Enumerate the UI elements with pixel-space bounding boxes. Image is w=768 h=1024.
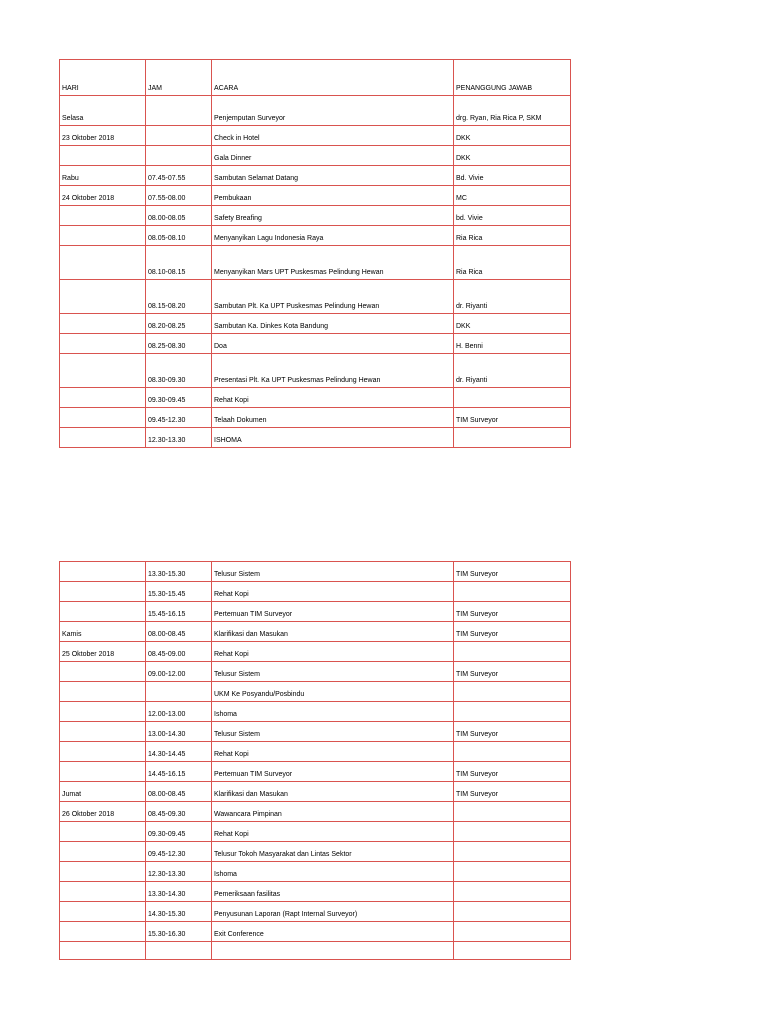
time-cell: 08.20-08.25	[146, 314, 212, 334]
time-cell: 13.30-15.30	[146, 562, 212, 582]
event-cell: Sambutan Ka. Dinkes Kota Bandung	[212, 314, 454, 334]
event-cell: Penyusunan Laporan (Rapt Internal Surveyor)	[212, 902, 454, 922]
event-cell: Check in Hotel	[212, 126, 454, 146]
table-row	[60, 602, 571, 622]
schedule-table-2	[59, 561, 571, 960]
table-row	[60, 882, 571, 902]
day-cell	[60, 902, 146, 922]
responsible-cell	[454, 862, 571, 882]
time-cell: 08.25-08.30	[146, 334, 212, 354]
day-cell	[60, 942, 146, 960]
time-cell: 09.30-09.45	[146, 388, 212, 408]
responsible-cell	[454, 742, 571, 762]
event-cell: Rehat Kopi	[212, 742, 454, 762]
event-cell: Menyanyikan Mars UPT Puskesmas Pelindung Hewan	[212, 246, 454, 280]
event-cell: Menyanyikan Lagu Indonesia Raya	[212, 226, 454, 246]
time-cell: 07.45-07.55	[146, 166, 212, 186]
time-cell: 15.45-16.15	[146, 602, 212, 622]
responsible-cell: TIM Surveyor	[454, 662, 571, 682]
responsible-cell: DKK	[454, 146, 571, 166]
time-cell: 08.15-08.20	[146, 280, 212, 314]
responsible-cell: Bd. Vivie	[454, 166, 571, 186]
time-cell: 13.00-14.30	[146, 722, 212, 742]
table-row	[60, 682, 571, 702]
event-cell: ACARA	[212, 60, 454, 96]
time-cell: 14.30-15.30	[146, 902, 212, 922]
day-cell	[60, 842, 146, 862]
day-cell: Selasa	[60, 96, 146, 126]
responsible-cell	[454, 902, 571, 922]
day-cell	[60, 334, 146, 354]
table-row	[60, 922, 571, 942]
event-cell: Ishoma	[212, 862, 454, 882]
responsible-cell: TIM Surveyor	[454, 762, 571, 782]
responsible-cell	[454, 882, 571, 902]
table-row	[60, 702, 571, 722]
table-row	[60, 762, 571, 782]
time-cell: 08.05-08.10	[146, 226, 212, 246]
table-row	[60, 388, 571, 408]
time-cell: 08.10-08.15	[146, 246, 212, 280]
event-cell: Klarifikasi dan Masukan	[212, 622, 454, 642]
table-row	[60, 622, 571, 642]
responsible-cell: TIM Surveyor	[454, 602, 571, 622]
event-cell: Rehat Kopi	[212, 642, 454, 662]
day-cell	[60, 226, 146, 246]
event-cell: ISHOMA	[212, 428, 454, 448]
schedule-table-1	[59, 59, 571, 448]
responsible-cell: TIM Surveyor	[454, 408, 571, 428]
responsible-cell: DKK	[454, 126, 571, 146]
time-cell: 12.30-13.30	[146, 862, 212, 882]
time-cell: 09.30-09.45	[146, 822, 212, 842]
day-cell	[60, 428, 146, 448]
event-cell: Wawancara Pimpinan	[212, 802, 454, 822]
event-cell: Penjemputan Surveyor	[212, 96, 454, 126]
day-cell	[60, 662, 146, 682]
day-cell	[60, 602, 146, 622]
event-cell: Safety Breafing	[212, 206, 454, 226]
event-cell: Telusur Tokoh Masyarakat dan Lintas Sektor	[212, 842, 454, 862]
event-cell: Telusur Sistem	[212, 662, 454, 682]
day-cell	[60, 822, 146, 842]
time-cell: 09.00-12.00	[146, 662, 212, 682]
day-cell	[60, 702, 146, 722]
table-row-empty	[60, 942, 571, 960]
day-cell	[60, 862, 146, 882]
table-row	[60, 428, 571, 448]
day-cell: Kamis	[60, 622, 146, 642]
table-row	[60, 802, 571, 822]
responsible-cell	[454, 942, 571, 960]
event-cell: Pertemuan TIM Surveyor	[212, 602, 454, 622]
day-cell: Rabu	[60, 166, 146, 186]
day-cell	[60, 206, 146, 226]
time-cell	[146, 146, 212, 166]
responsible-cell: TIM Surveyor	[454, 722, 571, 742]
responsible-cell	[454, 822, 571, 842]
responsible-cell: TIM Surveyor	[454, 562, 571, 582]
table-row	[60, 822, 571, 842]
table-row	[60, 206, 571, 226]
event-cell: Rehat Kopi	[212, 822, 454, 842]
time-cell: 08.00-08.45	[146, 782, 212, 802]
event-cell: Telusur Sistem	[212, 722, 454, 742]
event-cell: Pertemuan TIM Surveyor	[212, 762, 454, 782]
responsible-cell	[454, 682, 571, 702]
day-cell: HARI	[60, 60, 146, 96]
table-row	[60, 562, 571, 582]
time-cell: 12.00-13.00	[146, 702, 212, 722]
event-cell	[212, 942, 454, 960]
event-cell: Pembukaan	[212, 186, 454, 206]
table-row	[60, 742, 571, 762]
responsible-cell	[454, 802, 571, 822]
time-cell: 15.30-16.30	[146, 922, 212, 942]
table-row	[60, 314, 571, 334]
responsible-cell: Ria Rica	[454, 246, 571, 280]
day-cell	[60, 882, 146, 902]
time-cell: JAM	[146, 60, 212, 96]
time-cell: 09.45-12.30	[146, 408, 212, 428]
responsible-cell	[454, 922, 571, 942]
table-row	[60, 642, 571, 662]
event-cell: Telusur Sistem	[212, 562, 454, 582]
time-cell: 08.00-08.45	[146, 622, 212, 642]
event-cell: Rehat Kopi	[212, 388, 454, 408]
table-row	[60, 354, 571, 388]
time-cell	[146, 96, 212, 126]
day-cell	[60, 146, 146, 166]
day-cell	[60, 722, 146, 742]
table-row	[60, 166, 571, 186]
event-cell: Doa	[212, 334, 454, 354]
day-cell	[60, 314, 146, 334]
day-cell	[60, 408, 146, 428]
event-cell: Gala Dinner	[212, 146, 454, 166]
time-cell	[146, 942, 212, 960]
responsible-cell	[454, 642, 571, 662]
table-row	[60, 280, 571, 314]
responsible-cell: MC	[454, 186, 571, 206]
table-row	[60, 186, 571, 206]
table-row	[60, 96, 571, 126]
day-cell	[60, 922, 146, 942]
time-cell: 08.45-09.00	[146, 642, 212, 662]
responsible-cell: dr. Riyanti	[454, 354, 571, 388]
time-cell	[146, 126, 212, 146]
table-row	[60, 662, 571, 682]
table-row	[60, 126, 571, 146]
time-cell: 13.30-14.30	[146, 882, 212, 902]
responsible-cell: Ria Rica	[454, 226, 571, 246]
time-cell: 07.55-08.00	[146, 186, 212, 206]
time-cell: 08.00-08.05	[146, 206, 212, 226]
time-cell: 09.45-12.30	[146, 842, 212, 862]
responsible-cell: TIM Surveyor	[454, 622, 571, 642]
responsible-cell	[454, 388, 571, 408]
day-cell: Jumat	[60, 782, 146, 802]
responsible-cell	[454, 702, 571, 722]
responsible-cell: dr. Riyanti	[454, 280, 571, 314]
responsible-cell: DKK	[454, 314, 571, 334]
table-row	[60, 226, 571, 246]
time-cell: 12.30-13.30	[146, 428, 212, 448]
time-cell: 08.45-09.30	[146, 802, 212, 822]
time-cell	[146, 682, 212, 702]
time-cell: 08.30-09.30	[146, 354, 212, 388]
day-cell	[60, 246, 146, 280]
event-cell: Ishoma	[212, 702, 454, 722]
event-cell: UKM Ke Posyandu/Posbindu	[212, 682, 454, 702]
responsible-cell: TIM Surveyor	[454, 782, 571, 802]
event-cell: Sambutan Plt. Ka UPT Puskesmas Pelindung Hewan	[212, 280, 454, 314]
table-row	[60, 722, 571, 742]
table-header-row	[60, 60, 571, 96]
time-cell: 15.30-15.45	[146, 582, 212, 602]
event-cell: Klarifikasi dan Masukan	[212, 782, 454, 802]
table-row	[60, 408, 571, 428]
table-row	[60, 862, 571, 882]
table-row	[60, 146, 571, 166]
event-cell: Exit Conference	[212, 922, 454, 942]
event-cell: Sambutan Selamat Datang	[212, 166, 454, 186]
responsible-cell: PENANGGUNG JAWAB	[454, 60, 571, 96]
event-cell: Pemeriksaan fasilitas	[212, 882, 454, 902]
time-cell: 14.30-14.45	[146, 742, 212, 762]
responsible-cell: H. Benni	[454, 334, 571, 354]
day-cell	[60, 280, 146, 314]
table-row	[60, 782, 571, 802]
day-cell: 24 Oktober 2018	[60, 186, 146, 206]
table-row	[60, 902, 571, 922]
day-cell	[60, 562, 146, 582]
event-cell: Presentasi Plt. Ka UPT Puskesmas Pelindung Hewan	[212, 354, 454, 388]
table-row	[60, 582, 571, 602]
responsible-cell	[454, 428, 571, 448]
responsible-cell: bd. Vivie	[454, 206, 571, 226]
table-row	[60, 842, 571, 862]
table-row	[60, 246, 571, 280]
day-cell	[60, 762, 146, 782]
day-cell	[60, 388, 146, 408]
responsible-cell	[454, 582, 571, 602]
event-cell: Rehat Kopi	[212, 582, 454, 602]
day-cell: 23 Oktober 2018	[60, 126, 146, 146]
responsible-cell: drg. Ryan, Ria Rica P, SKM	[454, 96, 571, 126]
table-row	[60, 334, 571, 354]
day-cell	[60, 354, 146, 388]
event-cell: Telaah Dokumen	[212, 408, 454, 428]
responsible-cell	[454, 842, 571, 862]
day-cell	[60, 582, 146, 602]
time-cell: 14.45-16.15	[146, 762, 212, 782]
day-cell: 26 Oktober 2018	[60, 802, 146, 822]
day-cell: 25 Oktober 2018	[60, 642, 146, 662]
day-cell	[60, 682, 146, 702]
day-cell	[60, 742, 146, 762]
